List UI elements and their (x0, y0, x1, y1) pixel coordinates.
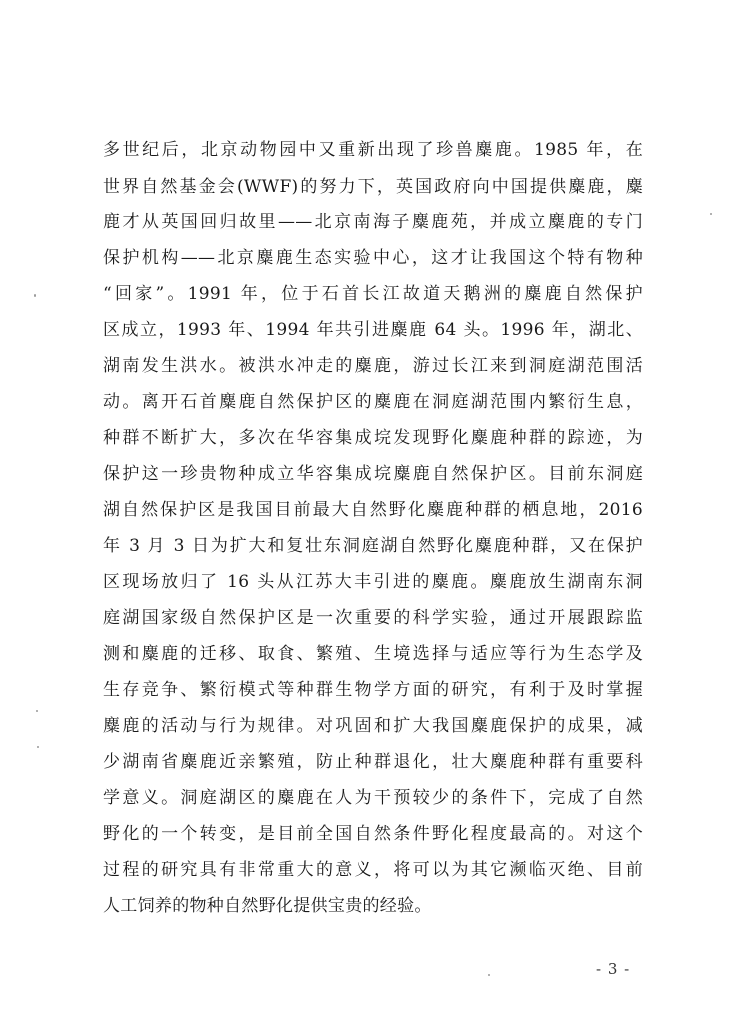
text-line: 过程的研究具有非常重大的意义，将可以为其它濒临灭绝、目前 (103, 860, 643, 880)
text-line: “回家”。1991 年，位于石首长江故道天鹅洲的麋鹿自然保护 (103, 284, 643, 304)
page-number: - 3 - (596, 960, 631, 978)
text-line: 鹿才从英国回归故里——北京南海子麋鹿苑，并成立麋鹿的专门 (103, 212, 643, 232)
scan-speck (710, 213, 712, 215)
text-line: 麋鹿的活动与行为规律。对巩固和扩大我国麋鹿保护的成果，减 (103, 716, 643, 736)
text-line: 保护这一珍贵物种成立华容集成垸麋鹿自然保护区。目前东洞庭 (103, 464, 643, 484)
text-line: 生存竞争、繁衍模式等种群生物学方面的研究，有利于及时掌握 (103, 680, 643, 700)
text-line: 庭湖国家级自然保护区是一次重要的科学实验，通过开展跟踪监 (103, 608, 643, 628)
text-line: 种群不断扩大，多次在华容集成垸发现野化麋鹿种群的踪迹，为 (103, 428, 643, 448)
text-line: 学意义。洞庭湖区的麋鹿在人为干预较少的条件下，完成了自然 (103, 788, 643, 808)
text-line: 世界自然基金会(WWF)的努力下，英国政府向中国提供麋鹿，麋 (103, 177, 643, 197)
text-line: 湖自然保护区是我国目前最大自然野化麋鹿种群的栖息地，2016 (103, 500, 643, 520)
text-line: 区成立，1993 年、1994 年共引进麋鹿 64 头。1996 年，湖北、 (103, 320, 643, 340)
text-line: 湖南发生洪水。被洪水冲走的麋鹿，游过长江来到洞庭湖范围活 (103, 356, 643, 376)
scan-speck (34, 294, 36, 297)
scan-speck (37, 746, 39, 748)
text-line: 少湖南省麋鹿近亲繁殖，防止种群退化，壮大麋鹿种群有重要科 (103, 752, 643, 772)
text-line: 测和麋鹿的迁移、取食、繁殖、生境选择与适应等行为生态学及 (103, 644, 643, 664)
text-line: 区现场放归了 16 头从江苏大丰引进的麋鹿。麋鹿放生湖南东洞 (103, 572, 643, 592)
scan-speck (488, 974, 490, 976)
text-line: 人工饲养的物种自然野化提供宝贵的经验。 (103, 896, 432, 916)
text-line: 野化的一个转变，是目前全国自然条件野化程度最高的。对这个 (103, 824, 643, 844)
text-line: 保护机构——北京麋鹿生态实验中心，这才让我国这个特有物种 (103, 248, 643, 268)
scan-speck (36, 710, 38, 712)
text-line: 动。离开石首麋鹿自然保护区的麋鹿在洞庭湖范围内繁衍生息， (103, 392, 643, 412)
text-line: 年 3 月 3 日为扩大和复壮东洞庭湖自然野化麋鹿种群，又在保护 (103, 536, 643, 556)
text-line: 多世纪后，北京动物园中又重新出现了珍兽麋鹿。1985 年，在 (103, 140, 643, 160)
